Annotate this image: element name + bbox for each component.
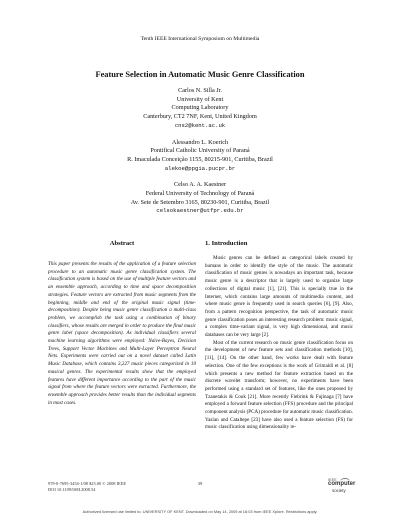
author-block: [0, 87, 400, 131]
author-affiliation: Canterbury, CT2 7NF, Kent, United Kingdom: [143, 113, 257, 121]
author-email[interactable]: celsokaestner@utfpr.edu.br: [156, 207, 244, 215]
author-name: Celso A. A. Kaestner: [173, 181, 227, 189]
abstract-column: [48, 240, 196, 407]
author-affiliation: University of Kent: [176, 95, 224, 103]
author-name: Carlos N. Silla Jr.: [178, 87, 222, 94]
introduction-paragraph: Music genres can be defined as categorical labels created by humans in order to identify the style of the music. The automatic classification of music genres is nowadays an important task, because music genre is a descriptor that is largely used to organize large collections of digital music [1], [21]. This is specially true in the Internet, which contains large amounts of multimedia content, and where music genre is frequently used in search queries [6], [9]. Also, from a pattern recognition perspective, the task of automatic music genre classification poses an interesting research problem: music signal, a complex time-variant signal, is very high dimensional, and music databases can be very large [2].: [205, 255, 353, 339]
footer-doi: DOI 10.1109/ISM.2008.54: [48, 487, 96, 492]
author-name: Alessandro L. Koerich: [171, 138, 229, 146]
author-affiliation: Pontifical Catholic University of Paraná: [150, 147, 250, 155]
author-block: [0, 139, 400, 174]
footer-isbn: 978-0-7695-3454-1/08 $25.00 © 2008 IEEE: [48, 481, 127, 486]
author-affiliation: Computing Laboratory: [171, 104, 229, 112]
page-number: 39: [197, 481, 203, 486]
logo-main-text: computer: [328, 481, 356, 487]
abstract-heading: Abstract: [109, 240, 135, 247]
computer-society-logo: [328, 478, 354, 496]
author-email[interactable]: alekoe@ppgia.pucpr.br: [164, 164, 236, 172]
introduction-paragraph: Most of the current research on music genre classification focus on the development of new feature sets and classification methods [10], [11], [14]. On the other hand, few works have dealt with feature selection. One of the few exceptions is the work of Grimaldi et al. [8] which presents a new method for feature extraction based on the discrete wavelet transform; however, no experiments have been performed using a standard set of features, like the ones proposed by Tzanetakis & Cook [21]. More recently Fiebrink & Fujinaga [7] have employed a forward feature selection (FFS) procedure and the principal component analysis (PCA) procedure for automatic music classification. Yaslan and Cataltepe [23] have also used a feature selection (FS) for music classification using dimensionality re-: [205, 339, 353, 431]
author-block: [0, 181, 400, 216]
logo-sub-text: society: [332, 488, 346, 493]
introduction-heading: 1. Introduction: [205, 240, 248, 247]
author-affiliation: Av. Sete de Setembro 3165, 80230-901, Curitiba, Brazil: [130, 198, 270, 206]
authorization-notice: Authorized licensed use limited to: UNIVERSITY OF KENT. Downloaded on May 14, 2009 at 16:03 from IEEE Xplore. Restrictions apply.: [82, 509, 318, 514]
paper-title: Feature Selection in Automatic Music Genre Classification: [95, 70, 305, 79]
author-list: [0, 87, 400, 224]
introduction-column: [205, 240, 353, 432]
author-affiliation: R. Imaculada Conceição 1155, 80215-901, Curitiba, Brazil: [127, 155, 273, 163]
author-affiliation: Federal University of Technology of Paraná: [145, 190, 255, 198]
author-email[interactable]: cns2@kent.ac.uk: [174, 121, 226, 129]
logo-top-text: IEEE: [328, 478, 337, 482]
abstract-text: This paper presents the results of the application of a feature selection procedure to an automatic music genre classification system. The classification system is based on the use of multiple feature vectors and an ensemble approach, according to time and space decomposition strategies. Feature vectors are extracted from music segments from the beginning, middle and end of the original music signal (time-decomposition). Despite being music genre classification a multi-class problem, we accomplish the task using a combination of binary classifiers, whose results are merged in order to produce the final music genre label (space decomposition). As individual classifiers several machine learning algorithms were employed: Naïve-Bayes, Decision Trees, Support Vector Machines and Multi-Layer Perceptron Neural Nets. Experiments were carried out on a novel dataset called Latin Music Database, which contains 3,227 music pieces categorized in 10 musical genres. The experimental results show that the employed features have different importance according to the part of the music signal from where the feature vectors were extracted. Furthermore, the ensemble approach provides better results than the individual segments in most cases.: [48, 261, 196, 406]
conference-header: Tenth IEEE International Symposium on Multimedia: [140, 36, 260, 42]
